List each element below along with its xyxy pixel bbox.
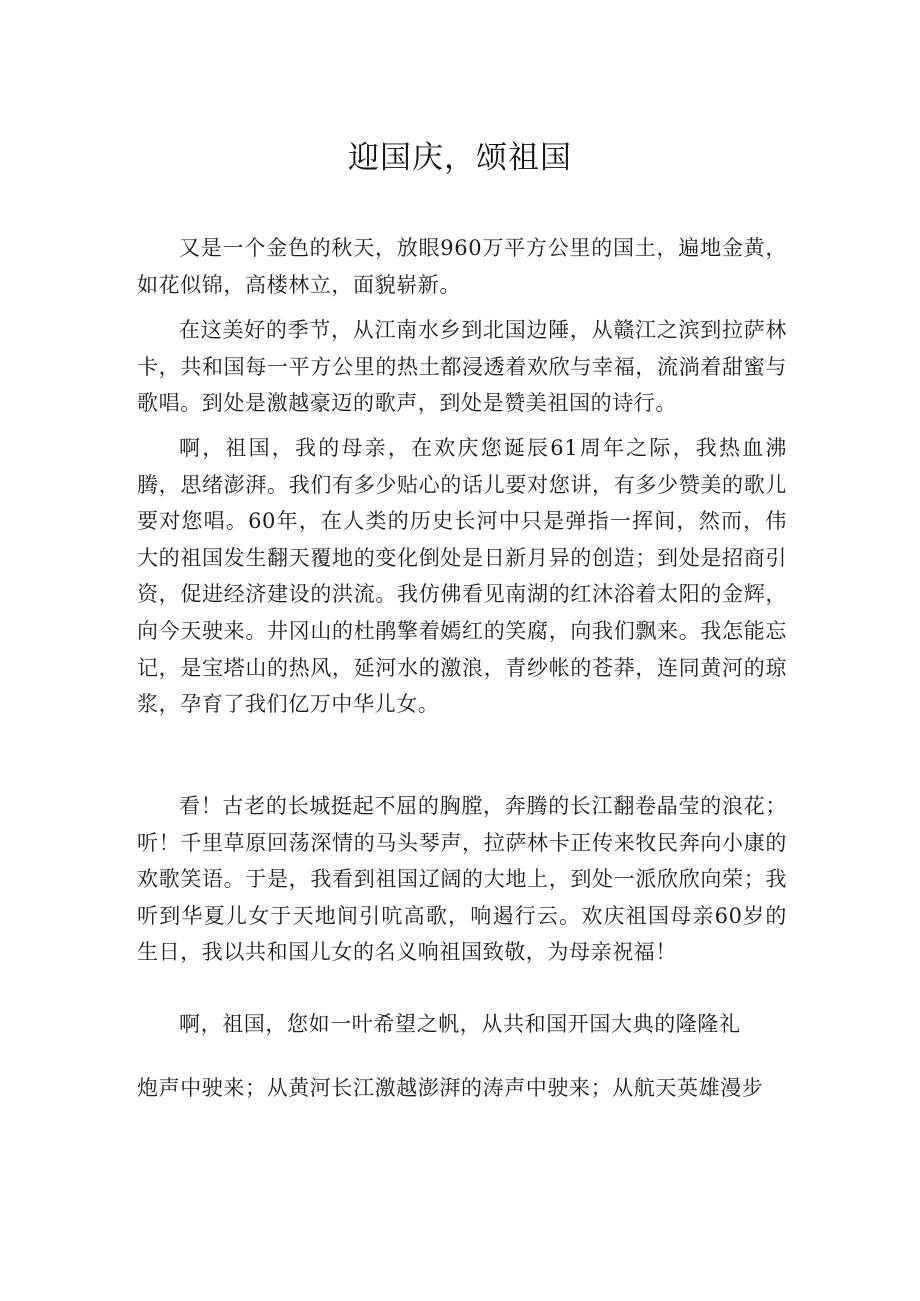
- paragraph-5: 啊，祖国，您如一叶希望之帆，从共和国开国大典的隆隆礼: [179, 1012, 741, 1036]
- paragraph-4: 看！古老的长城挺起不屈的胸膛，奔腾的长江翻卷晶莹的浪花；听！千里草原回荡深情的马头琴声，拉萨林卡正传来牧民奔向小康的欢歌笑语。于是，我看到祖国辽阔的大地上，到处一派欣欣向荣；我听到华夏儿女于天地间引吭高歌，响遏行云。欢庆祖国母亲60岁的生日，我以共和国儿女的名义响祖国致敬，为母亲祝福！: [137, 794, 787, 965]
- document-title: 迎国庆，颂祖国: [348, 140, 572, 176]
- paragraph-3: 啊，祖国，我的母亲，在欢庆您诞辰61周年之际，我热血沸腾，思绪澎湃。我们有多少贴心的话儿要对您讲，有多少赞美的歌儿要对您唱。60年，在人类的历史长河中只是弹指一挥间，然而，伟大的祖国发生翻天覆地的变化倒处是日新月异的创造；到处是招商引资，促进经济建设的洪流。我仿佛看见南湖的红沐浴着太阳的金辉，向今天驶来。井冈山的杜鹃擎着嫣红的笑腐，向我们飘来。我怎能忘记，是宝塔山的热风，延河水的激浪，青纱帐的苍莽，连同黄河的琼浆，孕育了我们亿万中华儿女。: [137, 436, 787, 717]
- paragraph-2: 在这美好的季节，从江南水乡到北国边陲，从赣江之滨到拉萨林卡，共和国每一平方公里的热土都浸透着欢欣与幸福，流淌着甜蜜与歌唱。到处是激越豪迈的歌声，到处是赞美祖国的诗行。: [137, 318, 787, 416]
- paragraph-1: 又是一个金色的秋天，放眼960万平方公里的国土，遍地金黄，如花似锦，高楼林立，面貌崭新。: [137, 236, 787, 297]
- paragraph-6-continuation: 炮声中驶来；从黄河长江激越澎湃的涛声中驶来；从航天英雄漫步: [137, 1076, 764, 1100]
